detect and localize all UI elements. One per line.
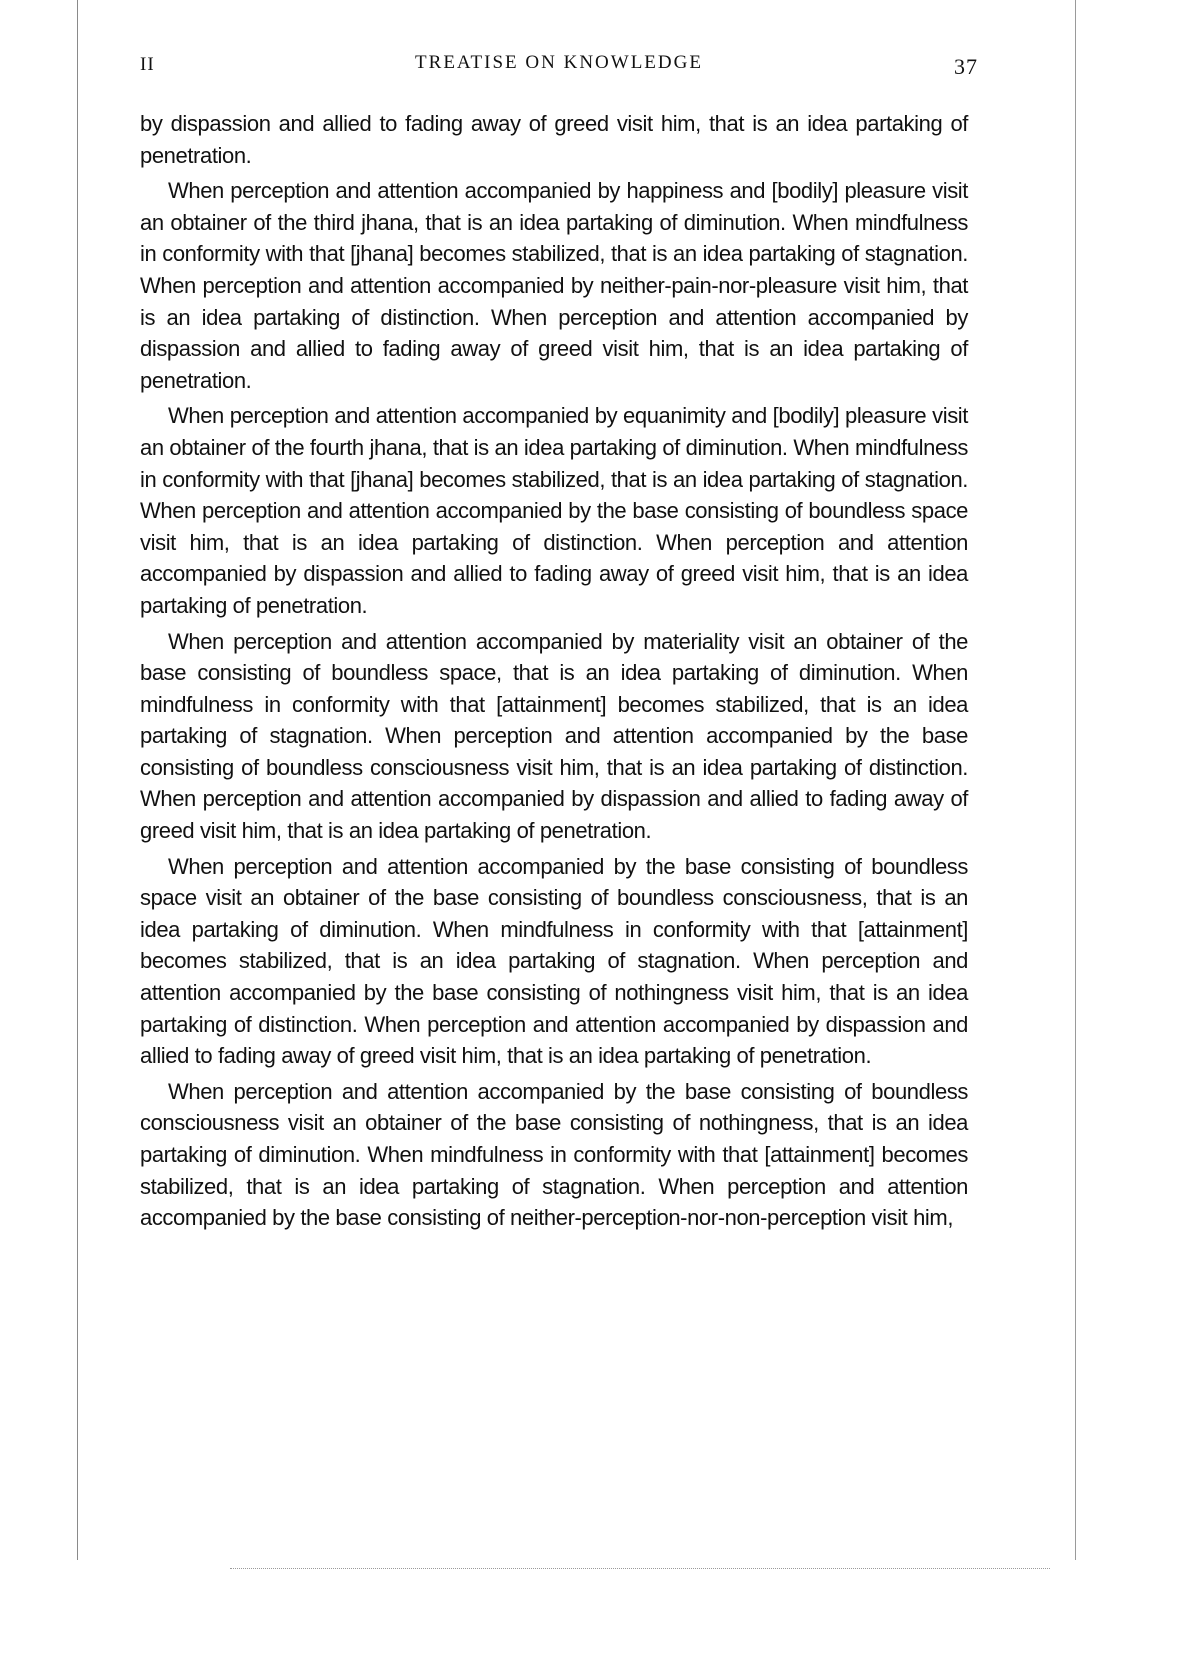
paragraph-boundless-consciousness: When perception and attention accompanied by the base consisting of boundless space visit an obtainer of the base consisting of boundless consciousness, that is an idea partaking of diminution. When mindfulness in conformity with that [attainment] becomes stabilized, that is an idea partaking of stagnation. When perception and attention accompanied by the base consisting of nothingness visit him, that is an idea partaking of distinction. When perception and attention accompanied by dispassion and allied to fading away of greed visit him, that is an idea partaking of penetration. [140, 853, 968, 1069]
scan-artifact-dots [230, 1568, 1050, 1570]
chapter-marker: II [140, 54, 155, 75]
paragraph-nothingness: When perception and attention accompanied by the base consisting of boundless consciousness visit an obtainer of the base consisting of nothingness, that is an idea partaking of diminution. When mindfulness in conformity with that [attainment] becomes stabilized, that is an idea partaking of stagnation. When perception and attention accompanied by the base consisting of neither-perception-nor-non-perception visit him, [140, 1078, 968, 1231]
scan-border-left [77, 0, 78, 1560]
running-head [140, 52, 978, 82]
page-body [140, 108, 968, 1234]
page-title: TREATISE ON KNOWLEDGE [415, 52, 703, 73]
paragraph-fourth-jhana: When perception and attention accompanied by equanimity and [bodily] pleasure visit an obtainer of the fourth jhana, that is an idea partaking of diminution. When mindfulness in conformity with that [jhana] becomes stabilized, that is an idea partaking of stagnation. When perception and attention accompanied by the base consisting of boundless space visit him, that is an idea partaking of distinction. When perception and attention accompanied by dispassion and allied to fading away of greed visit him, that is an idea partaking of penetration. [140, 403, 968, 618]
scan-border-right [1075, 0, 1076, 1560]
paragraph-third-jhana: When perception and attention accompanied by happiness and [bodily] pleasure visit an obtainer of the third jhana, that is an idea partaking of diminution. When mindfulness in conformity with that [jhana] becomes stabilized, that is an idea partaking of stagnation. When perception and attention accompanied by neither-pain-nor-pleasure visit him, that is an idea partaking of distinction. When perception and attention accompanied by dispassion and allied to fading away of greed visit him, that is an idea partaking of penetration. [140, 178, 968, 393]
paragraph-boundless-space: When perception and attention accompanied by materiality visit an obtainer of the base consisting of boundless space, that is an idea partaking of diminution. When mindfulness in conformity with that [attainment] becomes stabilized, that is an idea partaking of stagnation. When perception and attention accompanied by the base consisting of boundless consciousness visit him, that is an idea partaking of distinction. When perception and attention accompanied by dispassion and allied to fading away of greed visit him, that is an idea partaking of penetration. [140, 628, 968, 844]
page-number: 37 [954, 54, 978, 79]
paragraph-continuation: by dispassion and allied to fading away of greed visit him, that is an idea partaking of penetration. [140, 111, 968, 168]
